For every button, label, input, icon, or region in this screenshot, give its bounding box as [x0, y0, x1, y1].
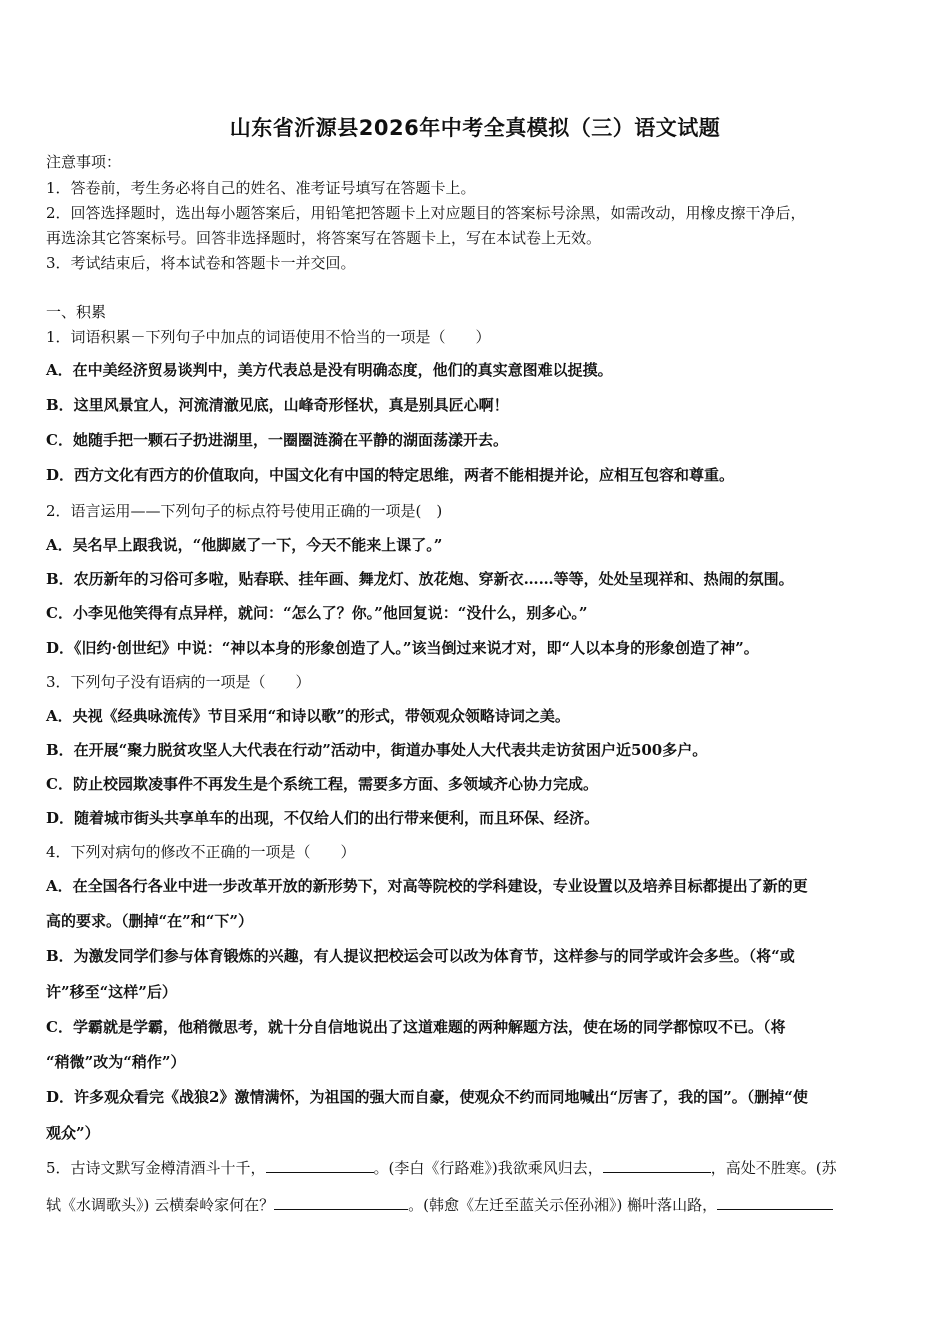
notice-item-3: 3．考试结束后，将本试卷和答题卡一并交回。	[46, 254, 356, 272]
q4-stem: 4．下列对病句的修改不正确的一项是（ ）	[46, 843, 356, 861]
notice-item-1: 1．答卷前，考生务必将自己的姓名、准考证号填写在答题卡上。	[46, 179, 476, 197]
q4-option-c: C．学霸就是学霸，他稍微思考，就十分自信地说出了这道难题的两种解题方法，使在场的同学都惊叹不已。（将	[46, 1018, 786, 1036]
q2-option-a: A．吴名早上跟我说，“他脚崴了一下，今天不能来上课了。”	[46, 536, 443, 554]
q3-stem: 3．下列句子没有语病的一项是（ ）	[46, 673, 311, 691]
answer-blank-3[interactable]	[274, 1195, 408, 1210]
q2-stem: 2．语言运用——下列句子的标点符号使用正确的一项是( )	[46, 502, 443, 520]
q2-option-d: D．《旧约·创世纪》中说：“神以本身的形象创造了人。”该当倒过来说才对，即“人以本身的形象创造了神”。	[46, 639, 759, 657]
notice-item-2-cont: 再选涂其它答案标号。回答非选择题时，将答案写在答题卡上，写在本试卷上无效。	[46, 229, 602, 247]
q5-text-1a: 5．古诗文默写金樽清酒斗十千，	[46, 1159, 266, 1177]
q2-option-b: B．农历新年的习俗可多啦，贴春联、挂年画、舞龙灯、放花炮、穿新衣……等等，处处呈现祥和、热闹的氛围。	[46, 570, 794, 588]
q5-line-2	[46, 1195, 908, 1215]
q4-option-d-cont: 观众”）	[46, 1124, 100, 1142]
section-heading: 一、积累	[46, 303, 107, 321]
q5-line-1	[46, 1158, 908, 1178]
notice-item-2: 2．回答选择题时，选出每小题答案后，用铅笔把答题卡上对应题目的答案标号涂黑，如需改动，用橡皮擦干净后，	[46, 204, 806, 222]
q1-option-d: D．西方文化有西方的价值取向，中国文化有中国的特定思维，两者不能相提并论，应相互包容和尊重。	[46, 466, 735, 484]
q1-option-c: C．她随手把一颗石子扔进湖里，一圈圈涟漪在平静的湖面荡漾开去。	[46, 431, 508, 449]
q1-option-a: A．在中美经济贸易谈判中，美方代表总是没有明确态度，他们的真实意图难以捉摸。	[46, 361, 613, 379]
q5-text-2a: 轼《水调歌头》) 云横秦岭家何在？	[46, 1196, 275, 1214]
q5-text-1c: ，高处不胜寒。(苏	[710, 1159, 837, 1177]
q3-option-b: B．在开展“聚力脱贫攻坚人大代表在行动”活动中，街道办事处人大代表共走访贫困户近500多户。	[46, 741, 708, 759]
q3-option-c: C．防止校园欺凌事件不再发生是个系统工程，需要多方面、多领域齐心协力完成。	[46, 775, 598, 793]
q4-option-b: B．为激发同学们参与体育锻炼的兴趣，有人提议把校运会可以改为体育节，这样参与的同学或许会多些。（将“或	[46, 947, 795, 965]
q1-stem: 1．词语积累－下列句子中加点的词语使用不恰当的一项是（ ）	[46, 328, 491, 346]
answer-blank-2[interactable]	[603, 1158, 711, 1173]
q4-option-a: A．在全国各行各业中进一步改革开放的新形势下，对高等院校的学科建设，专业设置以及培养目标都提出了新的更	[46, 877, 808, 895]
q4-option-d: D．许多观众看完《战狼2》激情满怀，为祖国的强大而自豪，使观众不约而同地喊出“厉害了，我的国”。（删掉“使	[46, 1088, 808, 1106]
q2-option-c: C．小李见他笑得有点异样，就问：“怎么了？你。”他回复说：“没什么，别多心。”	[46, 604, 588, 622]
q5-text-2b: 。(韩愈《左迁至蓝关示侄孙湘》) 槲叶落山路，	[408, 1196, 718, 1214]
q3-option-d: D．随着城市街头共享单车的出现，不仅给人们的出行带来便利，而且环保、经济。	[46, 809, 600, 827]
q3-option-a: A．央视《经典咏流传》节目采用“和诗以歌”的形式，带领观众领略诗词之美。	[46, 707, 570, 725]
q4-option-c-cont: “稍微”改为“稍作”）	[46, 1053, 186, 1071]
page-title: 山东省沂源县2026年中考全真模拟（三）语文试题	[229, 116, 721, 140]
q5-text-1b: 。(李白《行路难》)我欲乘风归去，	[373, 1159, 603, 1177]
q1-option-b: B．这里风景宜人，河流清澈见底，山峰奇形怪状，真是别具匠心啊！	[46, 396, 509, 414]
answer-blank-1[interactable]	[266, 1158, 374, 1173]
q4-option-a-cont: 高的要求。（删掉“在”和“下”）	[46, 912, 254, 930]
q4-option-b-cont: 许”移至“这样”后）	[46, 983, 177, 1001]
notice-heading: 注意事项：	[46, 153, 122, 171]
answer-blank-4[interactable]	[717, 1195, 833, 1210]
